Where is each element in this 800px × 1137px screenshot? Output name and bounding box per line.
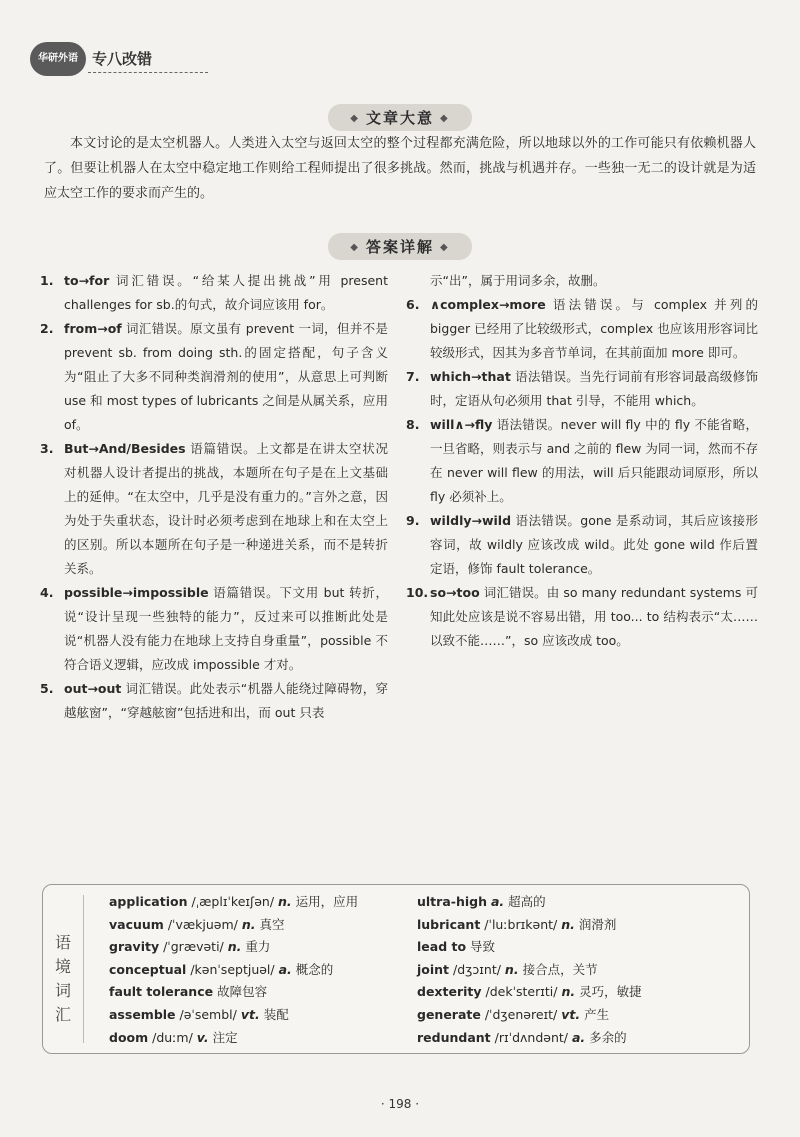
answer-item: 1. to→for 词汇错误。“给某人提出挑战”用 present challenges for sb.的句式，故介词应该用 for。 (40, 273, 388, 312)
diamond-icon: ◆ (440, 113, 450, 124)
answer-item: 7. which→that 语法错误。当先行词前有形容词最高级修饰时，定语从句必须用 that 引导，不能用 which。 (406, 369, 758, 408)
vocab-entry: lubricant /ˈluːbrɪkənt/ n. 润滑剂 (417, 916, 617, 932)
vocab-entry: doom /duːm/ v. 注定 (109, 1029, 238, 1045)
vocabulary-box (42, 884, 750, 1054)
answer-item: 5. out→out 词汇错误。此处表示“机器人能绕过障碍物，穿越舷窗”，“穿越舷窗”包括进和出，而 out 只表 (40, 681, 388, 720)
answers-heading: ◆ 答案详解 ◆ (0, 233, 800, 260)
vocab-entry: vacuum /ˈvækjuəm/ n. 真空 (109, 916, 285, 932)
vocabulary-right-column (417, 891, 737, 1049)
vocab-entry: application /ˌæplɪˈkeɪʃən/ n. 运用，应用 (109, 894, 359, 909)
page-header (30, 42, 180, 76)
publisher-logo: 华研外语 (30, 42, 86, 76)
vocab-entry: assemble /əˈsembl/ vt. 装配 (109, 1006, 289, 1022)
vocabulary-divider (83, 895, 84, 1043)
answer-item: 4. possible→impossible 语篇错误。下文用 but 转折，说“设计呈现一些独特的能力”，反过来可以推断此处是说“机器人没有能力在地球上支持自身重量”，possible 不符合语义逻辑，应改成 impossible 才对。 (40, 585, 388, 672)
vocab-entry: joint /dʒɔɪnt/ n. 接合点，关节 (417, 961, 598, 977)
vocab-entry: gravity /ˈgrævəti/ n. 重力 (109, 939, 271, 955)
answer-item: 9. wildly→wild 语法错误。gone 是系动词，其后应该接形容词，故 wildly 应该改成 wild。此处 gone wild 作后置定语，修饰 fault tolerance。 (406, 513, 758, 576)
diamond-icon: ◆ (350, 242, 360, 253)
answer-item: 10. so→too 词汇错误。由 so many redundant systems 可知此处应该是说不容易出错，用 too... to 结构表示“太……以致不能……”，so 应该改成 too。 (406, 585, 758, 648)
answer-item: 2. from→of 词汇错误。原文虽有 prevent 一词，但并不是 prevent sb. from doing sth.的固定搭配，句子含义为“阻止了大多不同种类润滑剂的使用”，从意思上可判断 use 和 most types of lubricants 之间是从属关系，应用 of。 (40, 321, 388, 432)
answer-item: 8. will∧→fly 语法错误。never will fly 中的 fly 不能省略，一旦省略，则表示与 and 之前的 flew 为同一词，然而不存在 never will flew 的用法，will 后只能跟动词原形，所以 fly 必须补上。 (406, 417, 758, 504)
vocab-entry: fault tolerance 故障包容 (109, 984, 268, 1000)
vocabulary-label: 语境词汇 (54, 933, 71, 1024)
vocab-entry: dexterity /dekˈsterɪti/ n. 灵巧，敏捷 (417, 984, 642, 1000)
vocab-entry: redundant /rɪˈdʌndənt/ a. 多余的 (417, 1029, 627, 1045)
summary-heading: ◆ 文章大意 ◆ (0, 104, 800, 131)
vocab-entry: ultra-high a. 超高的 (417, 894, 546, 909)
page-number: · 198 · (380, 1097, 420, 1111)
vocab-entry: lead to 导致 (417, 939, 496, 955)
vocabulary-left-column (109, 891, 409, 1049)
answer-item: 3. But→And/Besides 语篇错误。上文都是在讲太空状况对机器人设计者提出的挑战，本题所在句子是在上文基础上的延伸。“在太空中，几乎是没有重力的。”言外之意，因为处于失重状态，设计时必须考虑到在地球上和在太空上的区别。所以本题所在句子是一种递进关系，而不是转折关系。 (40, 441, 388, 576)
summary-paragraph: 本文讨论的是太空机器人。人类进入太空与返回太空的整个过程都充满危险，所以地球以外的工作可能只有依赖机器人了。但要让机器人在太空中稳定地工作则给工程师提出了很多挑战。然而，挑战与机遇并存。一些独一无二的设计就是为适应太空工作的要求而产生的。 (44, 136, 756, 201)
answers-left-column (40, 269, 388, 725)
vocab-entry: conceptual /kənˈseptjuəl/ a. 概念的 (109, 961, 334, 977)
section-header-title: 专八改错 (92, 50, 153, 68)
header-divider (88, 72, 208, 73)
answers-right-column (406, 269, 758, 653)
answer-continuation: 示“出”，属于用词多余，故删。 (430, 273, 606, 288)
diamond-icon: ◆ (350, 113, 360, 124)
diamond-icon: ◆ (440, 242, 450, 253)
vocab-entry: generate /ˈdʒenəreɪt/ vt. 产生 (417, 1006, 610, 1022)
answer-item: 6. ∧complex→more 语法错误。与 complex 并列的 bigger 已经用了比较级形式，complex 也应该用形容词比较级形式，因其为多音节单词，在其前面加 more 即可。 (406, 297, 758, 360)
